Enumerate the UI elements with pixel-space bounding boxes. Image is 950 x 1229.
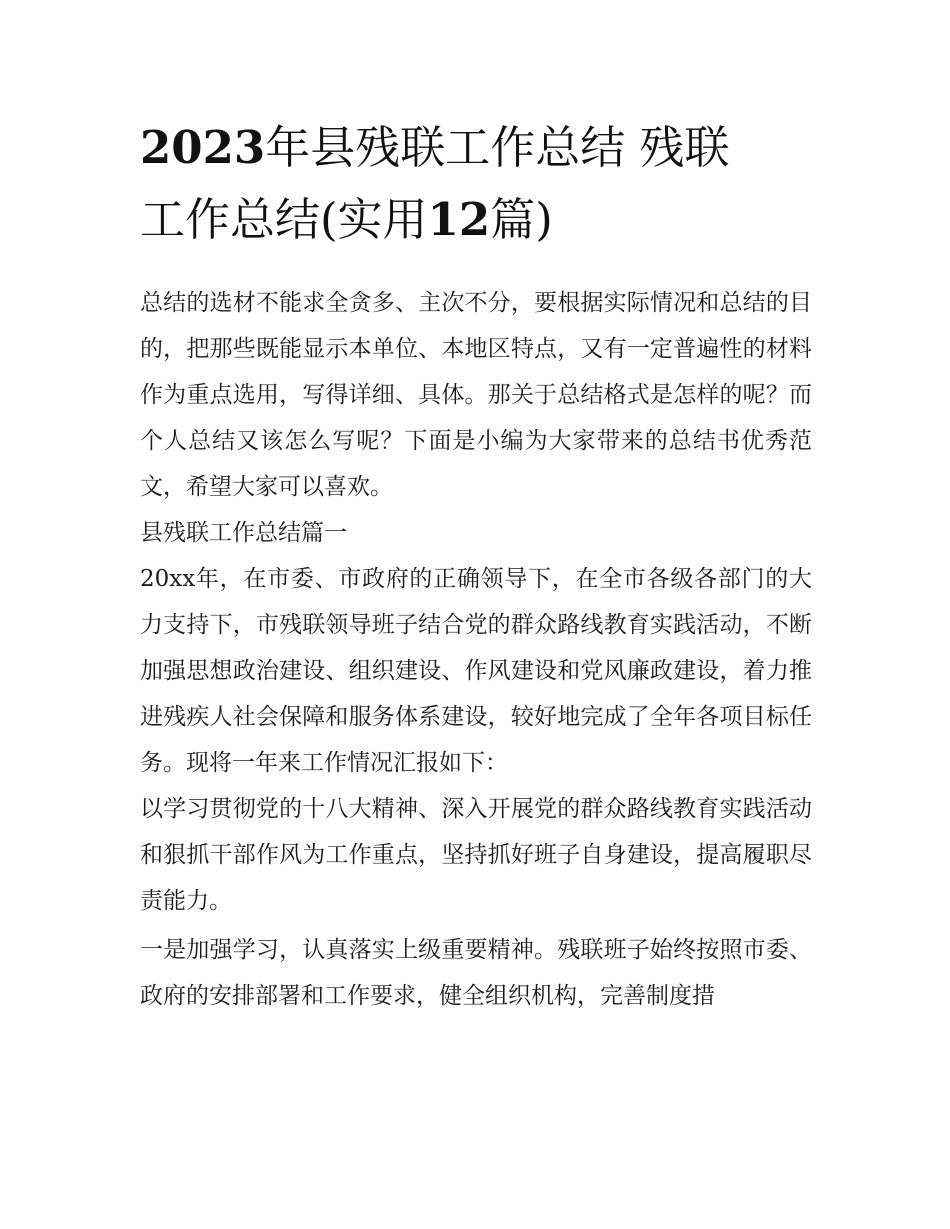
title-line2-text: 工作总结(实用 — [140, 193, 428, 246]
body-paragraph: 以学习贯彻党的十八大精神、深入开展党的群众路线教育实践活动和狠抓干部作风为工作重点，坚持抓好班子自身建设，提高履职尽责能力。 — [140, 796, 812, 914]
title-line2-end: 篇) — [490, 193, 553, 246]
document-title — [140, 112, 820, 256]
intro-paragraph: 总结的选材不能求全贪多、主次不分，要根据实际情况和总结的目的，把那些既能显示本单位、本地区特点，又有一定普遍性的材料作为重点选用，写得详细、具体。那关于总结格式是怎样的呢？而个人总结又该怎么写呢？下面是小编为大家带来的总结书优秀范文，希望大家可以喜欢。 — [140, 290, 812, 500]
document-body — [140, 280, 812, 1019]
body-paragraph: 一是加强学习，认真落实上级重要精神。残联班子始终按照市委、政府的安排部署和工作要求，健全组织机构，完善制度措 — [140, 937, 812, 1009]
title-year: 2023 — [140, 121, 266, 174]
title-line1-text: 年县残联工作总结 残联 — [265, 121, 730, 174]
section-heading: 县残联工作总结篇一 — [140, 520, 347, 546]
title-count: 12 — [427, 193, 491, 246]
body-paragraph: 20xx年，在市委、市政府的正确领导下，在全市各级各部门的大力支持下，市残联领导班子结合党的群众路线教育实践活动，不断加强思想政治建设、组织建设、作风建设和党风廉政建设，着力推进残疾人社会保障和服务体系建设，较好地完成了全年各项目标任务。现将一年来工作情况汇报如下： — [140, 566, 812, 776]
